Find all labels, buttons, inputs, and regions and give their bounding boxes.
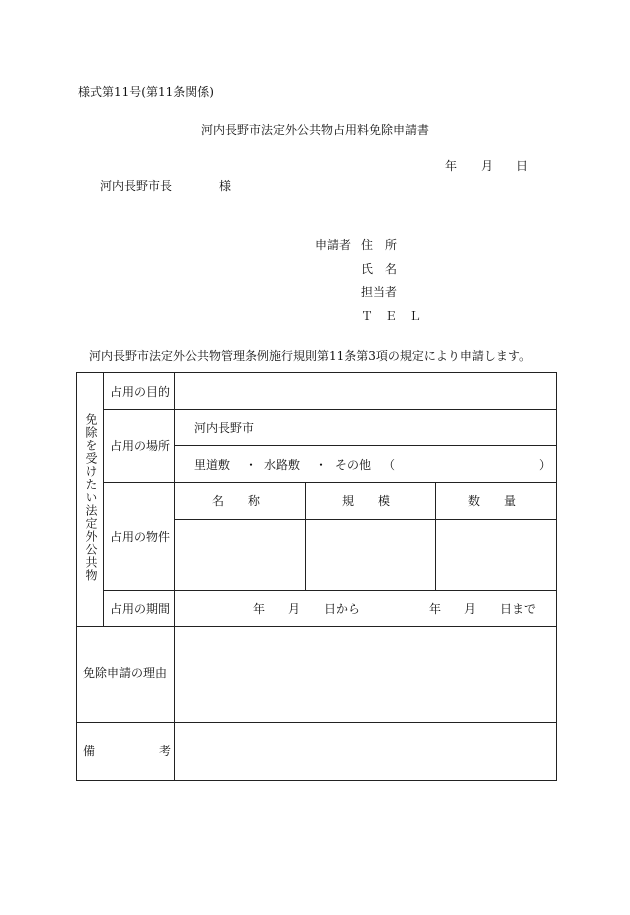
applicant-contact-label: 担当者 xyxy=(361,285,398,299)
applicant-name-label: 氏 名 xyxy=(361,262,398,276)
divider xyxy=(174,445,557,446)
location-paren-close: ） xyxy=(539,458,552,472)
divider xyxy=(103,373,104,626)
divider xyxy=(103,482,557,483)
applicant-tel-label: Ｔ Ｅ Ｌ xyxy=(361,309,422,323)
date-month-label: 月 xyxy=(481,159,494,173)
applicant-address-label: 住 所 xyxy=(361,238,398,252)
divider xyxy=(103,409,557,410)
location-city: 河内長野市 xyxy=(194,421,255,435)
period-start-year: 年 xyxy=(253,602,266,616)
period-start-day: 日から xyxy=(324,602,361,616)
period-end-month: 月 xyxy=(464,602,477,616)
remarks-label-right: 考 xyxy=(159,744,172,758)
application-table xyxy=(76,372,557,781)
object-header-quantity: 数 量 xyxy=(468,494,517,508)
divider xyxy=(435,482,436,590)
period-start-month: 月 xyxy=(288,602,301,616)
divider xyxy=(305,482,306,590)
form-number: 様式第11号(第11条関係) xyxy=(78,85,214,99)
object-header-scale: 規 模 xyxy=(342,494,391,508)
divider xyxy=(77,626,557,627)
location-label: 占用の場所 xyxy=(110,439,171,453)
location-paren-open: （ xyxy=(383,458,396,472)
applicant-label: 申請者 xyxy=(315,238,352,252)
location-type-other: その他 xyxy=(335,458,372,472)
location-type-waterway: 水路敷 xyxy=(264,458,301,472)
object-header-name: 名 称 xyxy=(212,494,261,508)
group-label: 免除を受けたい法定外公共物 xyxy=(84,413,98,582)
period-end-day: 日まで xyxy=(500,602,537,616)
divider xyxy=(174,519,557,520)
honorific: 様 xyxy=(219,179,232,193)
purpose-label: 占用の目的 xyxy=(110,385,171,399)
intro-text: 河内長野市法定外公共物管理条例施行規則第11条第3項の規定により申請します。 xyxy=(89,349,531,363)
divider xyxy=(77,722,557,723)
remarks-label-left: 備 xyxy=(83,744,96,758)
location-type-roadway: 里道敷 xyxy=(194,458,231,472)
date-year-label: 年 xyxy=(445,159,458,173)
reason-label: 免除申請の理由 xyxy=(83,666,168,680)
divider xyxy=(174,373,175,781)
date-day-label: 日 xyxy=(516,159,529,173)
period-label: 占用の期間 xyxy=(110,602,171,616)
document-title: 河内長野市法定外公共物占用料免除申請書 xyxy=(200,123,429,137)
period-end-year: 年 xyxy=(429,602,442,616)
location-separator: ・ xyxy=(245,458,258,472)
object-label: 占用の物件 xyxy=(110,530,171,544)
addressee: 河内長野市長 xyxy=(100,179,173,193)
divider xyxy=(103,590,557,591)
location-separator: ・ xyxy=(315,458,328,472)
